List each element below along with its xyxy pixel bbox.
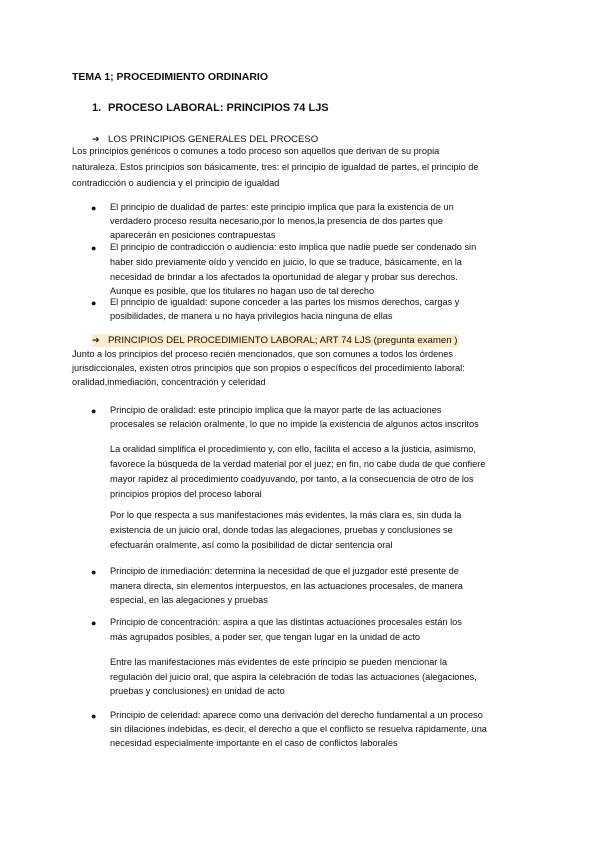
- list-item-line: favorece la búsqueda de la verdad material por el juez; en fin, no cabe duda de que confiere: [110, 459, 486, 469]
- arrow-icon: ➔: [92, 335, 100, 345]
- bullet-icon: ●: [91, 243, 97, 253]
- paragraph-line: contradicción o audiencia y el principio de igualdad: [72, 178, 280, 188]
- paragraph-line: Los principios genéricos o comunes a todo proceso son aquellos que derivan de su propia: [72, 146, 440, 156]
- section-heading: [92, 102, 329, 114]
- subheading-text: PRINCIPIOS DEL PROCEDIMIENTO LABORAL; ART 74 LJS (pregunta examen ): [108, 335, 458, 346]
- list-item-line: posibilidades, de manera u no haya privilegios hacia ninguna de ellas: [110, 311, 393, 321]
- list-item-line: necesidad especialmente importante en el caso de conflictos laborales: [110, 738, 398, 748]
- list-item-line: Por lo que respecta a sus manifestaciones más evidentes, la más clara es, sin duda la: [110, 510, 462, 520]
- bullet-icon: ●: [91, 406, 97, 416]
- subheading-labor-principles: [92, 334, 459, 347]
- list-item-line: sin dilaciones indebidas, es decir, el derecho a que el conflicto se resuelva rápidamente, una: [110, 724, 487, 734]
- list-item-line: procesales se relación oralmente, lo que no impide la existencia de algunos actos inscritos: [110, 419, 479, 429]
- bullet-icon: ●: [91, 618, 97, 628]
- list-item-line: Aunque es posible, que los titulares no hagan uso de tal derecho: [110, 286, 375, 296]
- bullet-icon: ●: [91, 567, 97, 577]
- list-item-line: pruebas y conclusiones) en unidad de acto: [110, 686, 285, 696]
- bullet-icon: ●: [91, 711, 97, 721]
- paragraph-line: jurisdiccionales, existen otros principios que son propios o específicos del procedimiento laboral:: [72, 363, 465, 373]
- list-item-line: Principio de inmediación: determina la necesidad de que el juzgador esté presente de: [110, 566, 459, 576]
- list-item-line: El principio de contradicción o audiencia: esto implica que nadie puede ser condenado sin: [110, 242, 477, 252]
- list-item-line: existencia de un juicio oral, donde todas las alegaciones, pruebas y conclusiones se: [110, 525, 453, 535]
- subheading-text: LOS PRINCIPIOS GENERALES DEL PROCESO: [108, 134, 319, 145]
- arrow-icon: ➔: [92, 134, 100, 144]
- highlighted-heading: [92, 334, 459, 347]
- list-item-line: más agrupados posibles, a poder ser, que tengan lugar en la unidad de acto: [110, 632, 421, 642]
- list-item-line: aparecerán en posiciones contrapuestas: [110, 230, 276, 240]
- document-title: TEMA 1; PROCEDIMIENTO ORDINARIO: [72, 71, 269, 83]
- list-item-line: El principio de dualidad de partes: este principio implica que para la existencia de un: [110, 202, 454, 212]
- list-item-line: verdadero proceso resulta necesario,por lo menos,la presencia de dos partes que: [110, 216, 443, 226]
- list-item-line: El principio de igualdad: supone conceder a las partes los mismos derechos, cargas y: [110, 297, 460, 307]
- paragraph-line: Junto a los principios del proceso recién mencionados, que son comunes a todos los órdenes: [72, 349, 453, 359]
- bullet-icon: ●: [91, 298, 97, 308]
- list-item-line: efectuarán oralmente, así como la posibilidad de dictar sentencia oral: [110, 540, 393, 550]
- list-item-line: haber sido previamente oído y vencido en juicio, lo que se traduce, básicamente, en la: [110, 257, 462, 267]
- list-item-line: manera directa, sin elementos interpuestos, en las actuaciones procesales, de manera: [110, 581, 463, 591]
- list-item-line: Principio de oralidad: este principio implica que la mayor parte de las actuaciones: [110, 405, 442, 415]
- list-item-line: mayor rapidez al procedimiento coadyuvando, por tanto, a la consecuencia de otro de los: [110, 474, 474, 484]
- bullet-icon: ●: [91, 203, 97, 213]
- list-item-line: necesidad de brindar a los afectados la oportunidad de alegar y probar sus derechos.: [110, 272, 458, 282]
- list-item-line: Principio de concentración: aspira a que las distintas actuaciones procesales están los: [110, 617, 462, 627]
- list-item-line: principios propios del proceso laboral: [110, 489, 262, 499]
- list-item-line: Principio de celeridad: aparece como una derivación del derecho fundamental a un proceso: [110, 710, 483, 720]
- list-item-line: Entre las manifestaciones más evidentes de este principio se pueden mencionar la: [110, 657, 448, 667]
- list-item-line: especial, en las alegaciones y pruebas: [110, 595, 268, 605]
- paragraph-line: naturaleza. Estos principios son básicamente, tres: el principio de igualdad de partes, el principio de: [72, 162, 479, 172]
- list-item-line: regulación del juicio oral, que aspira la celebración de todas las actuaciones (alegaciones,: [110, 672, 477, 682]
- list-item-line: La oralidad simplifica el procedimiento y, con ello, facilita el acceso a la justicia, asimismo,: [110, 444, 476, 454]
- section-number: 1.: [92, 102, 102, 114]
- paragraph-line: oralidad,inmediación, concentración y celeridad: [72, 377, 266, 387]
- section-title: PROCESO LABORAL: PRINCIPIOS 74 LJS: [108, 102, 329, 114]
